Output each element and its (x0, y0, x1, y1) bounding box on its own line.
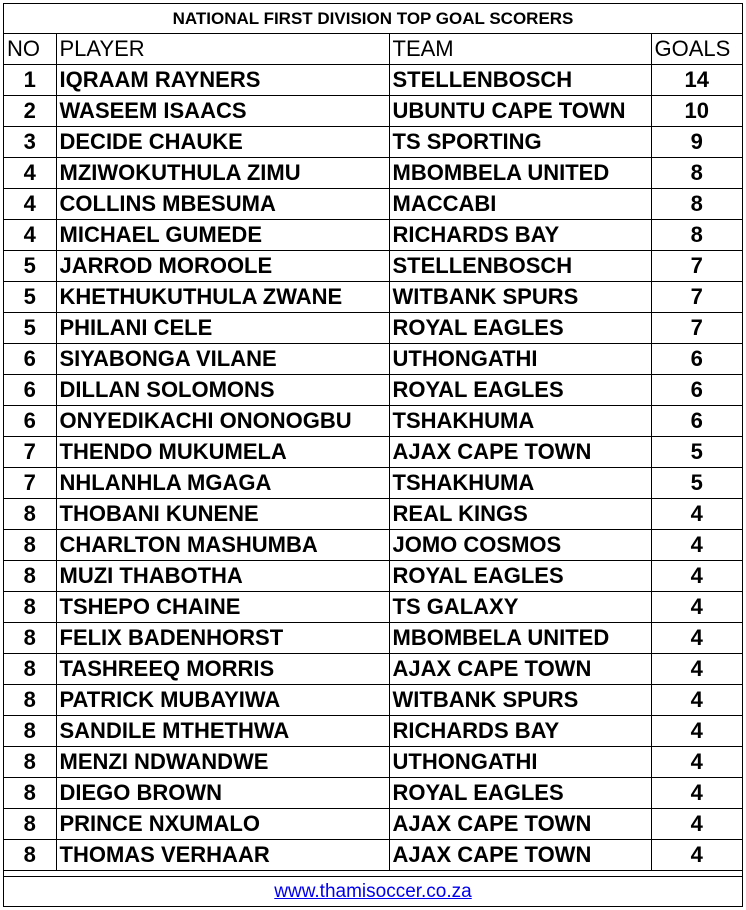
rank-cell: 6 (4, 406, 56, 437)
goals-cell: 4 (651, 530, 742, 561)
rank-cell: 8 (4, 685, 56, 716)
player-cell: MZIWOKUTHULA ZIMU (56, 158, 389, 189)
team-cell: JOMO COSMOS (389, 530, 651, 561)
team-cell: UBUNTU CAPE TOWN (389, 96, 651, 127)
rank-cell: 8 (4, 716, 56, 747)
rank-cell: 4 (4, 189, 56, 220)
player-cell: DILLAN SOLOMONS (56, 375, 389, 406)
rank-cell: 8 (4, 840, 56, 871)
rank-cell: 1 (4, 65, 56, 96)
table-row (4, 127, 742, 158)
player-cell: SIYABONGA VILANE (56, 344, 389, 375)
team-cell: REAL KINGS (389, 499, 651, 530)
team-cell: TS GALAXY (389, 592, 651, 623)
header-row (4, 34, 742, 65)
team-cell: RICHARDS BAY (389, 220, 651, 251)
rank-cell: 4 (4, 220, 56, 251)
table-row (4, 437, 742, 468)
rank-cell: 6 (4, 344, 56, 375)
player-cell: KHETHUKUTHULA ZWANE (56, 282, 389, 313)
rank-cell: 8 (4, 747, 56, 778)
player-cell: PHILANI CELE (56, 313, 389, 344)
team-cell: AJAX CAPE TOWN (389, 437, 651, 468)
player-cell: MICHAEL GUMEDE (56, 220, 389, 251)
rank-cell: 8 (4, 592, 56, 623)
goals-cell: 8 (651, 189, 742, 220)
goals-cell: 5 (651, 468, 742, 499)
player-cell: ONYEDIKACHI ONONOGBU (56, 406, 389, 437)
table-row (4, 282, 742, 313)
goals-cell: 4 (651, 499, 742, 530)
table-row (4, 406, 742, 437)
team-cell: STELLENBOSCH (389, 251, 651, 282)
player-cell: PATRICK MUBAYIWA (56, 685, 389, 716)
table-row (4, 561, 742, 592)
player-cell: DIEGO BROWN (56, 778, 389, 809)
goals-cell: 6 (651, 375, 742, 406)
player-cell: IQRAAM RAYNERS (56, 65, 389, 96)
player-cell: COLLINS MBESUMA (56, 189, 389, 220)
player-cell: WASEEM ISAACS (56, 96, 389, 127)
team-cell: TS SPORTING (389, 127, 651, 158)
rank-cell: 3 (4, 127, 56, 158)
goals-cell: 4 (651, 747, 742, 778)
player-cell: SANDILE MTHETHWA (56, 716, 389, 747)
player-cell: FELIX BADENHORST (56, 623, 389, 654)
goals-cell: 4 (651, 654, 742, 685)
goals-cell: 10 (651, 96, 742, 127)
table-row (4, 96, 742, 127)
goals-cell: 4 (651, 840, 742, 871)
team-cell: UTHONGATHI (389, 344, 651, 375)
team-cell: MBOMBELA UNITED (389, 158, 651, 189)
table-row (4, 468, 742, 499)
column-header-team: TEAM (389, 34, 651, 65)
sheet-title: NATIONAL FIRST DIVISION TOP GOAL SCORERS (4, 4, 742, 34)
rank-cell: 8 (4, 809, 56, 840)
player-cell: MENZI NDWANDWE (56, 747, 389, 778)
player-cell: PRINCE NXUMALO (56, 809, 389, 840)
player-cell: NHLANHLA MGAGA (56, 468, 389, 499)
table-row (4, 623, 742, 654)
player-cell: MUZI THABOTHA (56, 561, 389, 592)
rank-cell: 4 (4, 158, 56, 189)
goals-cell: 5 (651, 437, 742, 468)
table-row (4, 716, 742, 747)
table-row (4, 530, 742, 561)
goals-cell: 6 (651, 406, 742, 437)
player-cell: DECIDE CHAUKE (56, 127, 389, 158)
rank-cell: 7 (4, 468, 56, 499)
player-cell: CHARLTON MASHUMBA (56, 530, 389, 561)
team-cell: MBOMBELA UNITED (389, 623, 651, 654)
team-cell: AJAX CAPE TOWN (389, 809, 651, 840)
goals-cell: 4 (651, 592, 742, 623)
player-cell: JARROD MOROOLE (56, 251, 389, 282)
team-cell: ROYAL EAGLES (389, 375, 651, 406)
footer (4, 876, 742, 906)
table-body (4, 65, 742, 871)
goals-cell: 6 (651, 344, 742, 375)
goals-cell: 4 (651, 778, 742, 809)
rank-cell: 8 (4, 530, 56, 561)
goals-cell: 7 (651, 251, 742, 282)
goals-cell: 4 (651, 685, 742, 716)
rank-cell: 5 (4, 313, 56, 344)
player-cell: TSHEPO CHAINE (56, 592, 389, 623)
table-row (4, 592, 742, 623)
rank-cell: 7 (4, 437, 56, 468)
goals-cell: 8 (651, 158, 742, 189)
goals-cell: 7 (651, 282, 742, 313)
rank-cell: 8 (4, 623, 56, 654)
table-row (4, 251, 742, 282)
team-cell: WITBANK SPURS (389, 282, 651, 313)
column-header-no: NO (4, 34, 56, 65)
team-cell: ROYAL EAGLES (389, 313, 651, 344)
rank-cell: 8 (4, 561, 56, 592)
goals-cell: 7 (651, 313, 742, 344)
table-row (4, 65, 742, 96)
player-cell: TASHREEQ MORRIS (56, 654, 389, 685)
team-cell: AJAX CAPE TOWN (389, 840, 651, 871)
team-cell: TSHAKHUMA (389, 406, 651, 437)
rank-cell: 5 (4, 282, 56, 313)
table-row (4, 313, 742, 344)
table-row (4, 344, 742, 375)
goals-cell: 4 (651, 716, 742, 747)
table-row (4, 654, 742, 685)
rank-cell: 8 (4, 778, 56, 809)
table-row (4, 778, 742, 809)
player-cell: THOMAS VERHAAR (56, 840, 389, 871)
goals-cell: 4 (651, 809, 742, 840)
team-cell: MACCABI (389, 189, 651, 220)
team-cell: AJAX CAPE TOWN (389, 654, 651, 685)
team-cell: UTHONGATHI (389, 747, 651, 778)
goals-cell: 4 (651, 561, 742, 592)
table-row (4, 685, 742, 716)
goals-cell: 8 (651, 220, 742, 251)
team-cell: RICHARDS BAY (389, 716, 651, 747)
rank-cell: 8 (4, 499, 56, 530)
table-row (4, 747, 742, 778)
table-row (4, 158, 742, 189)
scorers-table (4, 34, 742, 871)
team-cell: TSHAKHUMA (389, 468, 651, 499)
player-cell: THENDO MUKUMELA (56, 437, 389, 468)
column-header-goals: GOALS (651, 34, 742, 65)
team-cell: ROYAL EAGLES (389, 561, 651, 592)
table-row (4, 189, 742, 220)
team-cell: WITBANK SPURS (389, 685, 651, 716)
rank-cell: 5 (4, 251, 56, 282)
rank-cell: 6 (4, 375, 56, 406)
goals-cell: 4 (651, 623, 742, 654)
table-row (4, 375, 742, 406)
table-row (4, 499, 742, 530)
rank-cell: 8 (4, 654, 56, 685)
player-cell: THOBANI KUNENE (56, 499, 389, 530)
rank-cell: 2 (4, 96, 56, 127)
table-row (4, 220, 742, 251)
team-cell: ROYAL EAGLES (389, 778, 651, 809)
website-link[interactable]: www.thamisoccer.co.za (274, 881, 472, 902)
scorers-sheet (3, 3, 743, 907)
goals-cell: 14 (651, 65, 742, 96)
table-row (4, 840, 742, 871)
team-cell: STELLENBOSCH (389, 65, 651, 96)
goals-cell: 9 (651, 127, 742, 158)
table-row (4, 809, 742, 840)
column-header-player: PLAYER (56, 34, 389, 65)
